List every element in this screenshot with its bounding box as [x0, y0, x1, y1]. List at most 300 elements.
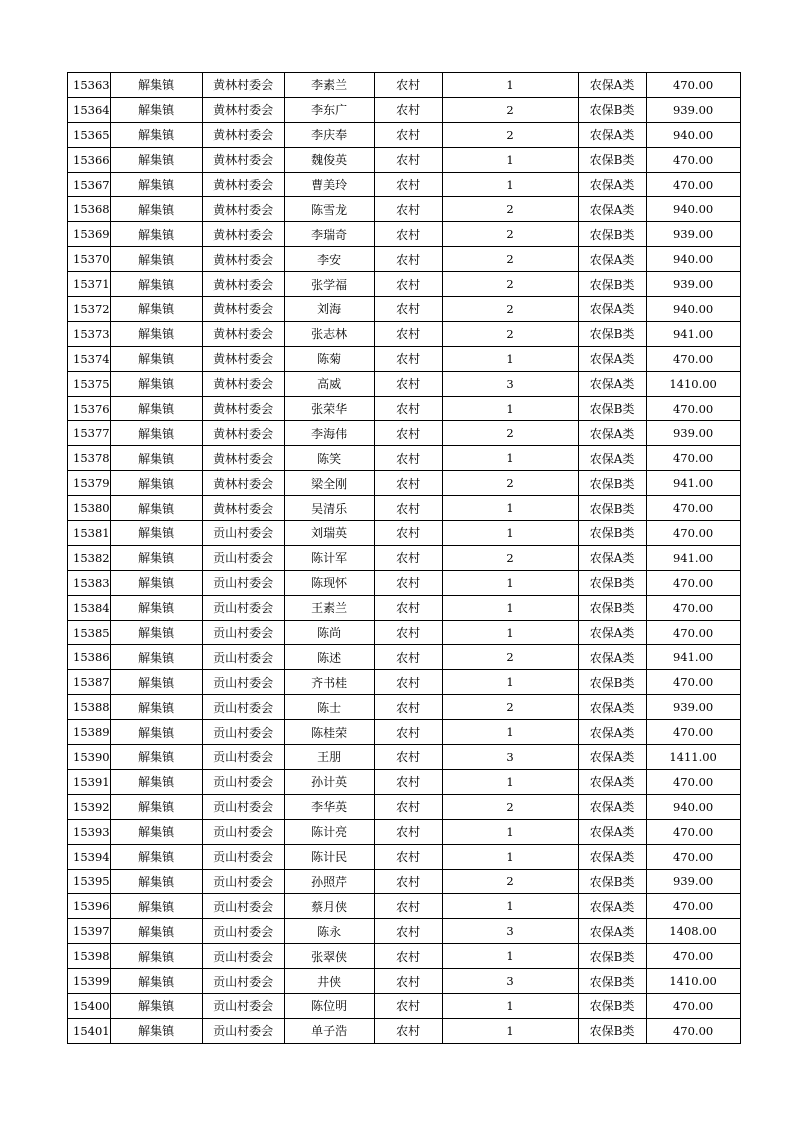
area-type-cell: 农村: [374, 147, 442, 172]
name-cell: 李东广: [284, 97, 374, 122]
name-cell: 井侠: [284, 969, 374, 994]
village-committee-cell: 贡山村委会: [202, 645, 284, 670]
table-row: [68, 944, 741, 969]
amount-cell: 939.00: [646, 222, 740, 247]
amount-cell: 1408.00: [646, 919, 740, 944]
town-cell: 解集镇: [110, 869, 202, 894]
name-cell: 刘瑞英: [284, 521, 374, 546]
household-count-cell: 2: [442, 297, 578, 322]
area-type-cell: 农村: [374, 645, 442, 670]
amount-cell: 470.00: [646, 993, 740, 1018]
insurance-category-cell: 农保A类: [578, 73, 646, 98]
village-committee-cell: 黄林村委会: [202, 346, 284, 371]
area-type-cell: 农村: [374, 620, 442, 645]
row-id-cell: 15386: [68, 645, 111, 670]
town-cell: 解集镇: [110, 745, 202, 770]
insurance-category-cell: 农保A类: [578, 745, 646, 770]
table-body: [68, 73, 741, 1044]
village-committee-cell: 贡山村委会: [202, 869, 284, 894]
amount-cell: 941.00: [646, 321, 740, 346]
name-cell: 王素兰: [284, 595, 374, 620]
name-cell: 陈计军: [284, 545, 374, 570]
town-cell: 解集镇: [110, 645, 202, 670]
amount-cell: 1411.00: [646, 745, 740, 770]
row-id-cell: 15401: [68, 1018, 111, 1043]
amount-cell: 939.00: [646, 272, 740, 297]
row-id-cell: 15365: [68, 122, 111, 147]
amount-cell: 470.00: [646, 620, 740, 645]
table-row: [68, 570, 741, 595]
household-count-cell: 3: [442, 969, 578, 994]
table-row: [68, 919, 741, 944]
village-committee-cell: 贡山村委会: [202, 720, 284, 745]
insurance-category-cell: 农保A类: [578, 844, 646, 869]
name-cell: 曹美玲: [284, 172, 374, 197]
row-id-cell: 15398: [68, 944, 111, 969]
amount-cell: 939.00: [646, 695, 740, 720]
town-cell: 解集镇: [110, 844, 202, 869]
row-id-cell: 15370: [68, 247, 111, 272]
village-committee-cell: 黄林村委会: [202, 272, 284, 297]
area-type-cell: 农村: [374, 969, 442, 994]
town-cell: 解集镇: [110, 471, 202, 496]
row-id-cell: 15388: [68, 695, 111, 720]
insurance-category-cell: 农保A类: [578, 122, 646, 147]
amount-cell: 470.00: [646, 670, 740, 695]
area-type-cell: 农村: [374, 869, 442, 894]
name-cell: 陈士: [284, 695, 374, 720]
row-id-cell: 15363: [68, 73, 111, 98]
household-count-cell: 1: [442, 446, 578, 471]
insurance-category-cell: 农保B类: [578, 969, 646, 994]
amount-cell: 470.00: [646, 570, 740, 595]
area-type-cell: 农村: [374, 695, 442, 720]
area-type-cell: 农村: [374, 595, 442, 620]
area-type-cell: 农村: [374, 471, 442, 496]
table-row: [68, 869, 741, 894]
household-count-cell: 2: [442, 645, 578, 670]
household-count-cell: 1: [442, 1018, 578, 1043]
town-cell: 解集镇: [110, 545, 202, 570]
table-row: [68, 1018, 741, 1043]
area-type-cell: 农村: [374, 944, 442, 969]
row-id-cell: 15390: [68, 745, 111, 770]
village-committee-cell: 贡山村委会: [202, 769, 284, 794]
row-id-cell: 15377: [68, 421, 111, 446]
insurance-category-cell: 农保B类: [578, 471, 646, 496]
village-committee-cell: 黄林村委会: [202, 471, 284, 496]
table-row: [68, 446, 741, 471]
table-row: [68, 670, 741, 695]
name-cell: 陈现怀: [284, 570, 374, 595]
town-cell: 解集镇: [110, 122, 202, 147]
town-cell: 解集镇: [110, 969, 202, 994]
village-committee-cell: 黄林村委会: [202, 172, 284, 197]
village-committee-cell: 黄林村委会: [202, 122, 284, 147]
area-type-cell: 农村: [374, 769, 442, 794]
row-id-cell: 15373: [68, 321, 111, 346]
row-id-cell: 15367: [68, 172, 111, 197]
village-committee-cell: 黄林村委会: [202, 147, 284, 172]
town-cell: 解集镇: [110, 894, 202, 919]
town-cell: 解集镇: [110, 421, 202, 446]
amount-cell: 1410.00: [646, 371, 740, 396]
name-cell: 孙计英: [284, 769, 374, 794]
village-committee-cell: 黄林村委会: [202, 97, 284, 122]
town-cell: 解集镇: [110, 73, 202, 98]
household-count-cell: 1: [442, 620, 578, 645]
insurance-category-cell: 农保B类: [578, 97, 646, 122]
insurance-category-cell: 农保A类: [578, 197, 646, 222]
name-cell: 李华英: [284, 794, 374, 819]
insurance-category-cell: 农保A类: [578, 371, 646, 396]
village-committee-cell: 黄林村委会: [202, 421, 284, 446]
household-count-cell: 2: [442, 471, 578, 496]
household-count-cell: 2: [442, 222, 578, 247]
town-cell: 解集镇: [110, 919, 202, 944]
town-cell: 解集镇: [110, 371, 202, 396]
village-committee-cell: 贡山村委会: [202, 844, 284, 869]
village-committee-cell: 黄林村委会: [202, 247, 284, 272]
insurance-category-cell: 农保A类: [578, 172, 646, 197]
row-id-cell: 15379: [68, 471, 111, 496]
name-cell: 陈计民: [284, 844, 374, 869]
name-cell: 陈桂荣: [284, 720, 374, 745]
row-id-cell: 15397: [68, 919, 111, 944]
insurance-category-cell: 农保B类: [578, 147, 646, 172]
town-cell: 解集镇: [110, 346, 202, 371]
village-committee-cell: 贡山村委会: [202, 1018, 284, 1043]
insurance-category-cell: 农保A类: [578, 346, 646, 371]
area-type-cell: 农村: [374, 521, 442, 546]
household-count-cell: 1: [442, 670, 578, 695]
area-type-cell: 农村: [374, 670, 442, 695]
amount-cell: 470.00: [646, 819, 740, 844]
table-row: [68, 247, 741, 272]
town-cell: 解集镇: [110, 620, 202, 645]
amount-cell: 470.00: [646, 720, 740, 745]
table-row: [68, 496, 741, 521]
insurance-category-cell: 农保B类: [578, 396, 646, 421]
village-committee-cell: 贡山村委会: [202, 695, 284, 720]
insurance-category-cell: 农保B类: [578, 496, 646, 521]
name-cell: 陈菊: [284, 346, 374, 371]
name-cell: 齐书桂: [284, 670, 374, 695]
amount-cell: 940.00: [646, 297, 740, 322]
area-type-cell: 农村: [374, 894, 442, 919]
town-cell: 解集镇: [110, 670, 202, 695]
amount-cell: 470.00: [646, 894, 740, 919]
amount-cell: 470.00: [646, 73, 740, 98]
village-committee-cell: 贡山村委会: [202, 944, 284, 969]
area-type-cell: 农村: [374, 396, 442, 421]
town-cell: 解集镇: [110, 993, 202, 1018]
town-cell: 解集镇: [110, 1018, 202, 1043]
amount-cell: 470.00: [646, 396, 740, 421]
insurance-category-cell: 农保B类: [578, 521, 646, 546]
row-id-cell: 15394: [68, 844, 111, 869]
village-committee-cell: 贡山村委会: [202, 919, 284, 944]
village-committee-cell: 贡山村委会: [202, 745, 284, 770]
row-id-cell: 15384: [68, 595, 111, 620]
household-count-cell: 2: [442, 97, 578, 122]
household-count-cell: 1: [442, 172, 578, 197]
row-id-cell: 15372: [68, 297, 111, 322]
household-count-cell: 1: [442, 73, 578, 98]
insurance-category-cell: 农保A类: [578, 919, 646, 944]
village-committee-cell: 黄林村委会: [202, 297, 284, 322]
town-cell: 解集镇: [110, 446, 202, 471]
village-committee-cell: 贡山村委会: [202, 819, 284, 844]
area-type-cell: 农村: [374, 545, 442, 570]
household-count-cell: 1: [442, 396, 578, 421]
household-count-cell: 1: [442, 769, 578, 794]
row-id-cell: 15371: [68, 272, 111, 297]
amount-cell: 940.00: [646, 122, 740, 147]
area-type-cell: 农村: [374, 272, 442, 297]
village-committee-cell: 贡山村委会: [202, 993, 284, 1018]
table-row: [68, 73, 741, 98]
household-count-cell: 1: [442, 844, 578, 869]
table-row: [68, 147, 741, 172]
household-count-cell: 1: [442, 147, 578, 172]
amount-cell: 939.00: [646, 421, 740, 446]
amount-cell: 470.00: [646, 147, 740, 172]
village-committee-cell: 贡山村委会: [202, 620, 284, 645]
insurance-category-cell: 农保A类: [578, 894, 646, 919]
village-committee-cell: 贡山村委会: [202, 595, 284, 620]
name-cell: 刘海: [284, 297, 374, 322]
row-id-cell: 15389: [68, 720, 111, 745]
amount-cell: 470.00: [646, 1018, 740, 1043]
area-type-cell: 农村: [374, 321, 442, 346]
name-cell: 陈雪龙: [284, 197, 374, 222]
table-row: [68, 794, 741, 819]
name-cell: 陈位明: [284, 993, 374, 1018]
area-type-cell: 农村: [374, 919, 442, 944]
household-count-cell: 2: [442, 695, 578, 720]
row-id-cell: 15380: [68, 496, 111, 521]
village-committee-cell: 贡山村委会: [202, 545, 284, 570]
area-type-cell: 农村: [374, 73, 442, 98]
town-cell: 解集镇: [110, 222, 202, 247]
table-row: [68, 421, 741, 446]
table-row: [68, 521, 741, 546]
town-cell: 解集镇: [110, 272, 202, 297]
area-type-cell: 农村: [374, 844, 442, 869]
household-count-cell: 3: [442, 371, 578, 396]
row-id-cell: 15391: [68, 769, 111, 794]
household-count-cell: 1: [442, 595, 578, 620]
row-id-cell: 15383: [68, 570, 111, 595]
table-row: [68, 97, 741, 122]
amount-cell: 939.00: [646, 869, 740, 894]
name-cell: 吴清乐: [284, 496, 374, 521]
household-count-cell: 1: [442, 570, 578, 595]
amount-cell: 470.00: [646, 595, 740, 620]
row-id-cell: 15369: [68, 222, 111, 247]
area-type-cell: 农村: [374, 1018, 442, 1043]
village-committee-cell: 贡山村委会: [202, 894, 284, 919]
table-row: [68, 993, 741, 1018]
insurance-category-cell: 农保B类: [578, 595, 646, 620]
insurance-category-cell: 农保B类: [578, 869, 646, 894]
town-cell: 解集镇: [110, 720, 202, 745]
household-count-cell: 2: [442, 421, 578, 446]
insurance-category-cell: 农保A类: [578, 421, 646, 446]
town-cell: 解集镇: [110, 521, 202, 546]
area-type-cell: 农村: [374, 446, 442, 471]
town-cell: 解集镇: [110, 794, 202, 819]
town-cell: 解集镇: [110, 595, 202, 620]
village-committee-cell: 黄林村委会: [202, 396, 284, 421]
row-id-cell: 15375: [68, 371, 111, 396]
table-row: [68, 545, 741, 570]
amount-cell: 470.00: [646, 844, 740, 869]
insurance-category-cell: 农保A类: [578, 769, 646, 794]
name-cell: 陈计亮: [284, 819, 374, 844]
amount-cell: 939.00: [646, 97, 740, 122]
area-type-cell: 农村: [374, 97, 442, 122]
name-cell: 李瑞奇: [284, 222, 374, 247]
insurance-category-cell: 农保B类: [578, 321, 646, 346]
row-id-cell: 15396: [68, 894, 111, 919]
name-cell: 李素兰: [284, 73, 374, 98]
household-count-cell: 3: [442, 745, 578, 770]
insurance-category-cell: 农保A类: [578, 297, 646, 322]
name-cell: 魏俊英: [284, 147, 374, 172]
name-cell: 张翠侠: [284, 944, 374, 969]
row-id-cell: 15399: [68, 969, 111, 994]
area-type-cell: 农村: [374, 496, 442, 521]
amount-cell: 940.00: [646, 197, 740, 222]
name-cell: 陈尚: [284, 620, 374, 645]
name-cell: 张学福: [284, 272, 374, 297]
household-count-cell: 2: [442, 545, 578, 570]
area-type-cell: 农村: [374, 297, 442, 322]
village-committee-cell: 贡山村委会: [202, 521, 284, 546]
insurance-category-cell: 农保B类: [578, 272, 646, 297]
household-count-cell: 2: [442, 321, 578, 346]
name-cell: 李安: [284, 247, 374, 272]
name-cell: 张荣华: [284, 396, 374, 421]
name-cell: 单子浩: [284, 1018, 374, 1043]
table-row: [68, 197, 741, 222]
insurance-category-cell: 农保A类: [578, 819, 646, 844]
amount-cell: 470.00: [646, 769, 740, 794]
amount-cell: 1410.00: [646, 969, 740, 994]
insurance-category-cell: 农保B类: [578, 570, 646, 595]
town-cell: 解集镇: [110, 769, 202, 794]
insurance-category-cell: 农保A类: [578, 720, 646, 745]
village-committee-cell: 黄林村委会: [202, 496, 284, 521]
household-count-cell: 1: [442, 521, 578, 546]
town-cell: 解集镇: [110, 172, 202, 197]
row-id-cell: 15368: [68, 197, 111, 222]
row-id-cell: 15393: [68, 819, 111, 844]
amount-cell: 470.00: [646, 944, 740, 969]
household-count-cell: 1: [442, 894, 578, 919]
amount-cell: 941.00: [646, 471, 740, 496]
insurance-category-cell: 农保B类: [578, 670, 646, 695]
name-cell: 王朋: [284, 745, 374, 770]
area-type-cell: 农村: [374, 794, 442, 819]
amount-cell: 941.00: [646, 545, 740, 570]
name-cell: 陈述: [284, 645, 374, 670]
insurance-category-cell: 农保A类: [578, 247, 646, 272]
area-type-cell: 农村: [374, 745, 442, 770]
area-type-cell: 农村: [374, 346, 442, 371]
table-row: [68, 371, 741, 396]
household-count-cell: 3: [442, 919, 578, 944]
household-count-cell: 2: [442, 869, 578, 894]
row-id-cell: 15385: [68, 620, 111, 645]
amount-cell: 940.00: [646, 247, 740, 272]
name-cell: 陈永: [284, 919, 374, 944]
village-committee-cell: 黄林村委会: [202, 222, 284, 247]
insurance-category-cell: 农保B类: [578, 222, 646, 247]
town-cell: 解集镇: [110, 147, 202, 172]
village-committee-cell: 贡山村委会: [202, 969, 284, 994]
amount-cell: 470.00: [646, 446, 740, 471]
name-cell: 梁全刚: [284, 471, 374, 496]
row-id-cell: 15395: [68, 869, 111, 894]
area-type-cell: 农村: [374, 993, 442, 1018]
row-id-cell: 15382: [68, 545, 111, 570]
town-cell: 解集镇: [110, 570, 202, 595]
table-row: [68, 645, 741, 670]
village-committee-cell: 黄林村委会: [202, 73, 284, 98]
table-row: [68, 297, 741, 322]
insurance-category-cell: 农保A类: [578, 645, 646, 670]
insurance-category-cell: 农保B类: [578, 1018, 646, 1043]
household-count-cell: 2: [442, 247, 578, 272]
village-committee-cell: 贡山村委会: [202, 570, 284, 595]
town-cell: 解集镇: [110, 247, 202, 272]
area-type-cell: 农村: [374, 570, 442, 595]
area-type-cell: 农村: [374, 222, 442, 247]
town-cell: 解集镇: [110, 321, 202, 346]
town-cell: 解集镇: [110, 297, 202, 322]
area-type-cell: 农村: [374, 371, 442, 396]
row-id-cell: 15400: [68, 993, 111, 1018]
area-type-cell: 农村: [374, 197, 442, 222]
household-count-cell: 1: [442, 496, 578, 521]
household-count-cell: 1: [442, 346, 578, 371]
row-id-cell: 15374: [68, 346, 111, 371]
amount-cell: 470.00: [646, 346, 740, 371]
town-cell: 解集镇: [110, 396, 202, 421]
row-id-cell: 15387: [68, 670, 111, 695]
household-count-cell: 2: [442, 197, 578, 222]
household-count-cell: 2: [442, 272, 578, 297]
household-count-cell: 1: [442, 993, 578, 1018]
village-committee-cell: 贡山村委会: [202, 670, 284, 695]
table-row: [68, 745, 741, 770]
insurance-category-cell: 农保A类: [578, 695, 646, 720]
row-id-cell: 15378: [68, 446, 111, 471]
table-row: [68, 844, 741, 869]
name-cell: 陈笑: [284, 446, 374, 471]
village-committee-cell: 黄林村委会: [202, 446, 284, 471]
table-row: [68, 620, 741, 645]
name-cell: 李海伟: [284, 421, 374, 446]
table-row: [68, 396, 741, 421]
area-type-cell: 农村: [374, 819, 442, 844]
area-type-cell: 农村: [374, 172, 442, 197]
row-id-cell: 15381: [68, 521, 111, 546]
area-type-cell: 农村: [374, 421, 442, 446]
